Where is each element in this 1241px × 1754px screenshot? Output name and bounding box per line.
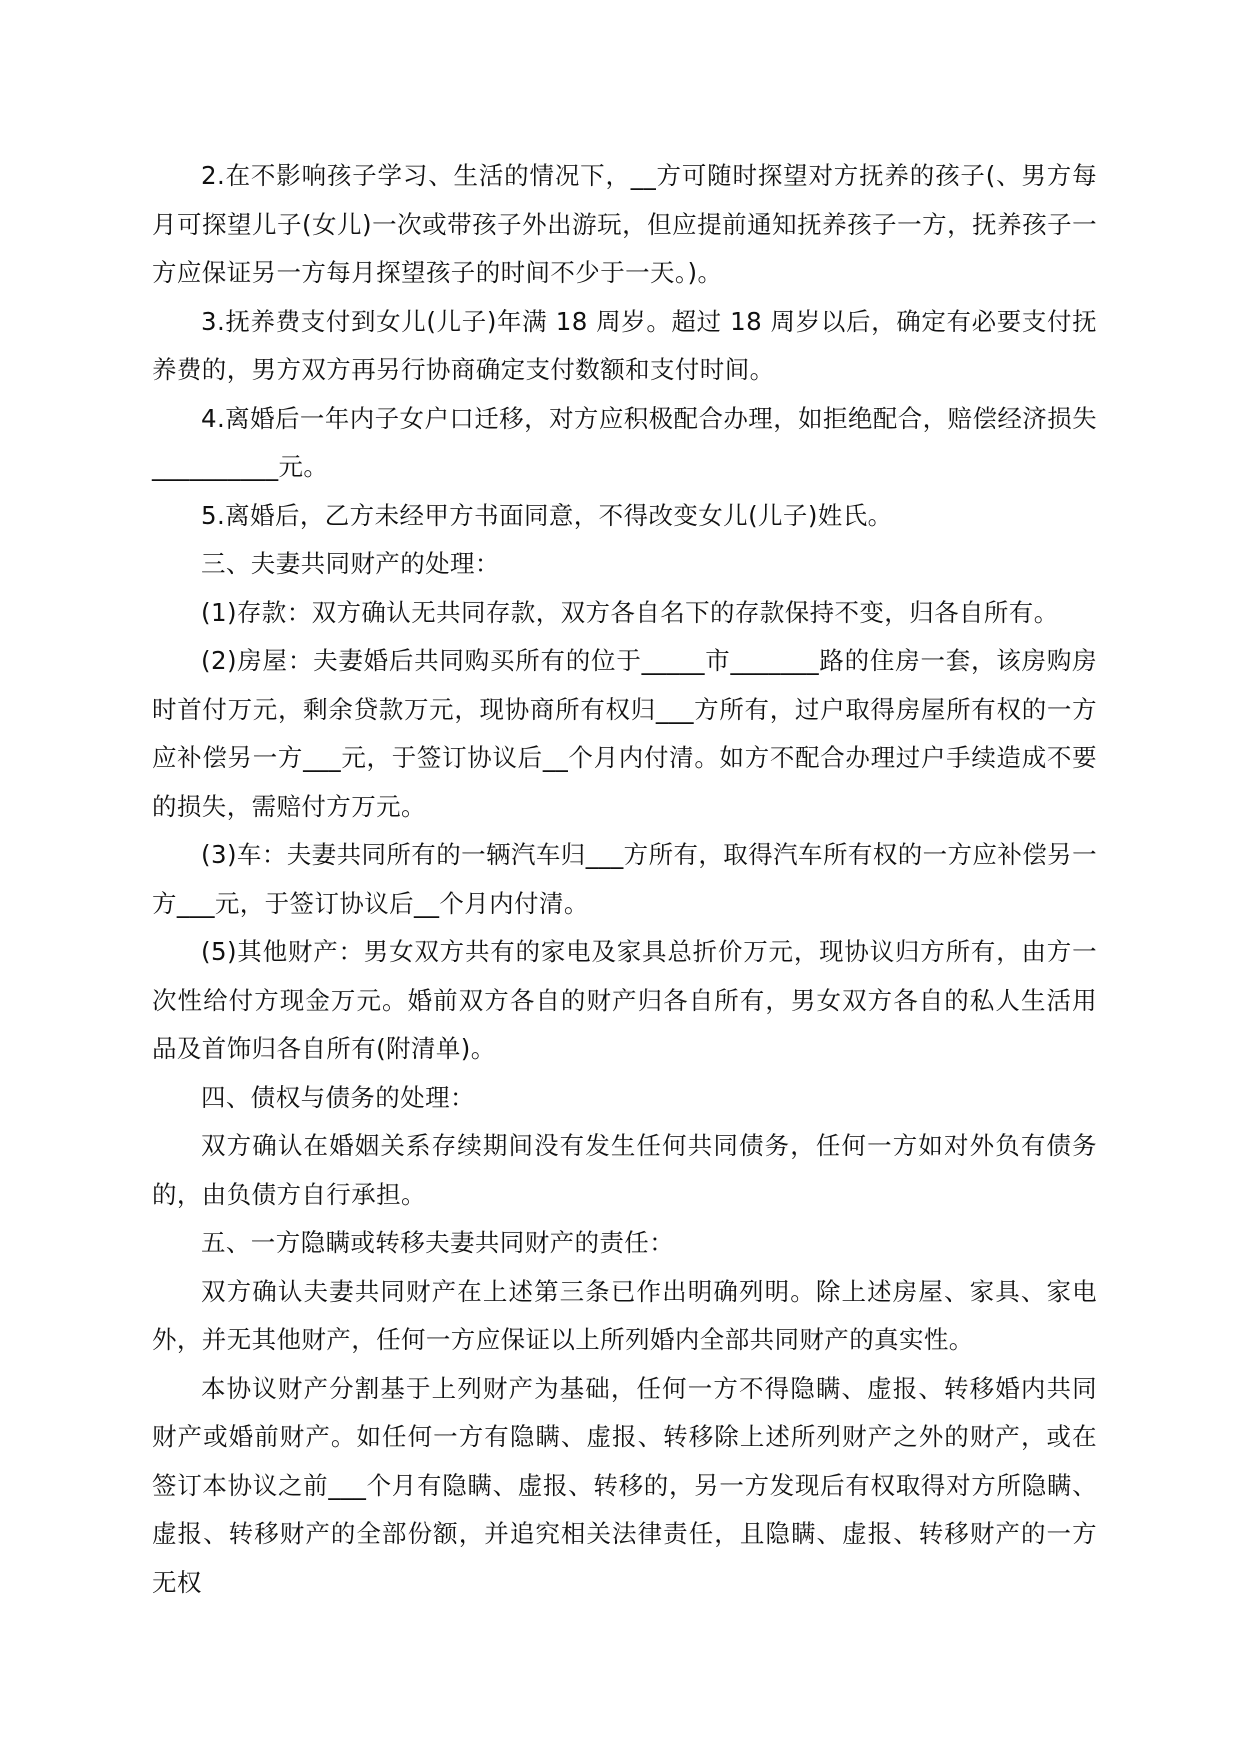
paragraph-surname: 5.离婚后，乙方未经甲方书面同意，不得改变女儿(儿子)姓氏。: [201, 500, 893, 530]
section-heading-concealment: 五、一方隐瞒或转移夫妻共同财产的责任：: [201, 1228, 675, 1257]
section-heading-debts: 四、债权与债务的处理：: [201, 1082, 475, 1112]
paragraph-household-registration: 4.离婚后一年内子女户口迁移，对方应积极配合办理，如拒绝配合，赔偿经济损失__________元。: [152, 403, 1097, 481]
section-heading-joint-property: 三、夫妻共同财产的处理：: [201, 549, 500, 578]
paragraph-other-property: (5)其他财产：男女双方共有的家电及家具总折价万元，现协议归方所有，由方一次性给付方现金万元。婚前双方各自的财产归各自所有，男女双方各自的私人生活用品及首饰归各自所有(附清单)。: [152, 937, 1097, 1063]
paragraph-house: (2)房屋：夫妻婚后共同购买所有的位于_____市_______路的住房一套，该房购房时首付万元，剩余贷款万元，现协商所有权归___方所有，过户取得房屋所有权的一方应补偿另一方___元，于签订协议后__个月内付清。如方不配合办理过户手续造成不要的损失，需赔付方万元。: [152, 646, 1097, 821]
document-body: [152, 152, 1097, 1607]
paragraph-debts: 双方确认在婚姻关系存续期间没有发生任何共同债务，任何一方如对外负有债务的，由负债方自行承担。: [152, 1131, 1097, 1209]
paragraph-child-support: 3.抚养费支付到女儿(儿子)年满 18 周岁。超过 18 周岁以后，确定有必要支付抚养费的，男方双方再另行协商确定支付数额和支付时间。: [152, 306, 1097, 384]
paragraph-concealment-liability: 本协议财产分割基于上列财产为基础，任何一方不得隐瞒、虚报、转移婚内共同财产或婚前财产。如任何一方有隐瞒、虚报、转移除上述所列财产之外的财产，或在签订本协议之前___个月有隐瞒、虚报、转移的，另一方发现后有权取得对方所隐瞒、虚报、转移财产的全部份额，并追究相关法律责任，且隐瞒、虚报、转移财产的一方无权: [152, 1373, 1097, 1597]
paragraph-car: (3)车：夫妻共同所有的一辆汽车归___方所有，取得汽车所有权的一方应补偿另一方___元，于签订协议后__个月内付清。: [152, 840, 1097, 918]
paragraph-property-confirmation: 双方确认夫妻共同财产在上述第三条已作出明确列明。除上述房屋、家具、家电外，并无其他财产，任何一方应保证以上所列婚内全部共同财产的真实性。: [152, 1276, 1097, 1354]
paragraph-visitation: 2.在不影响孩子学习、生活的情况下，__方可随时探望对方抚养的孩子(、男方每月可探望儿子(女儿)一次或带孩子外出游玩，但应提前通知抚养孩子一方，抚养孩子一方应保证另一方每月探望孩子的时间不少于一天。)。: [152, 161, 1097, 287]
paragraph-deposits: (1)存款：双方确认无共同存款，双方各自名下的存款保持不变，归各自所有。: [201, 597, 1059, 627]
